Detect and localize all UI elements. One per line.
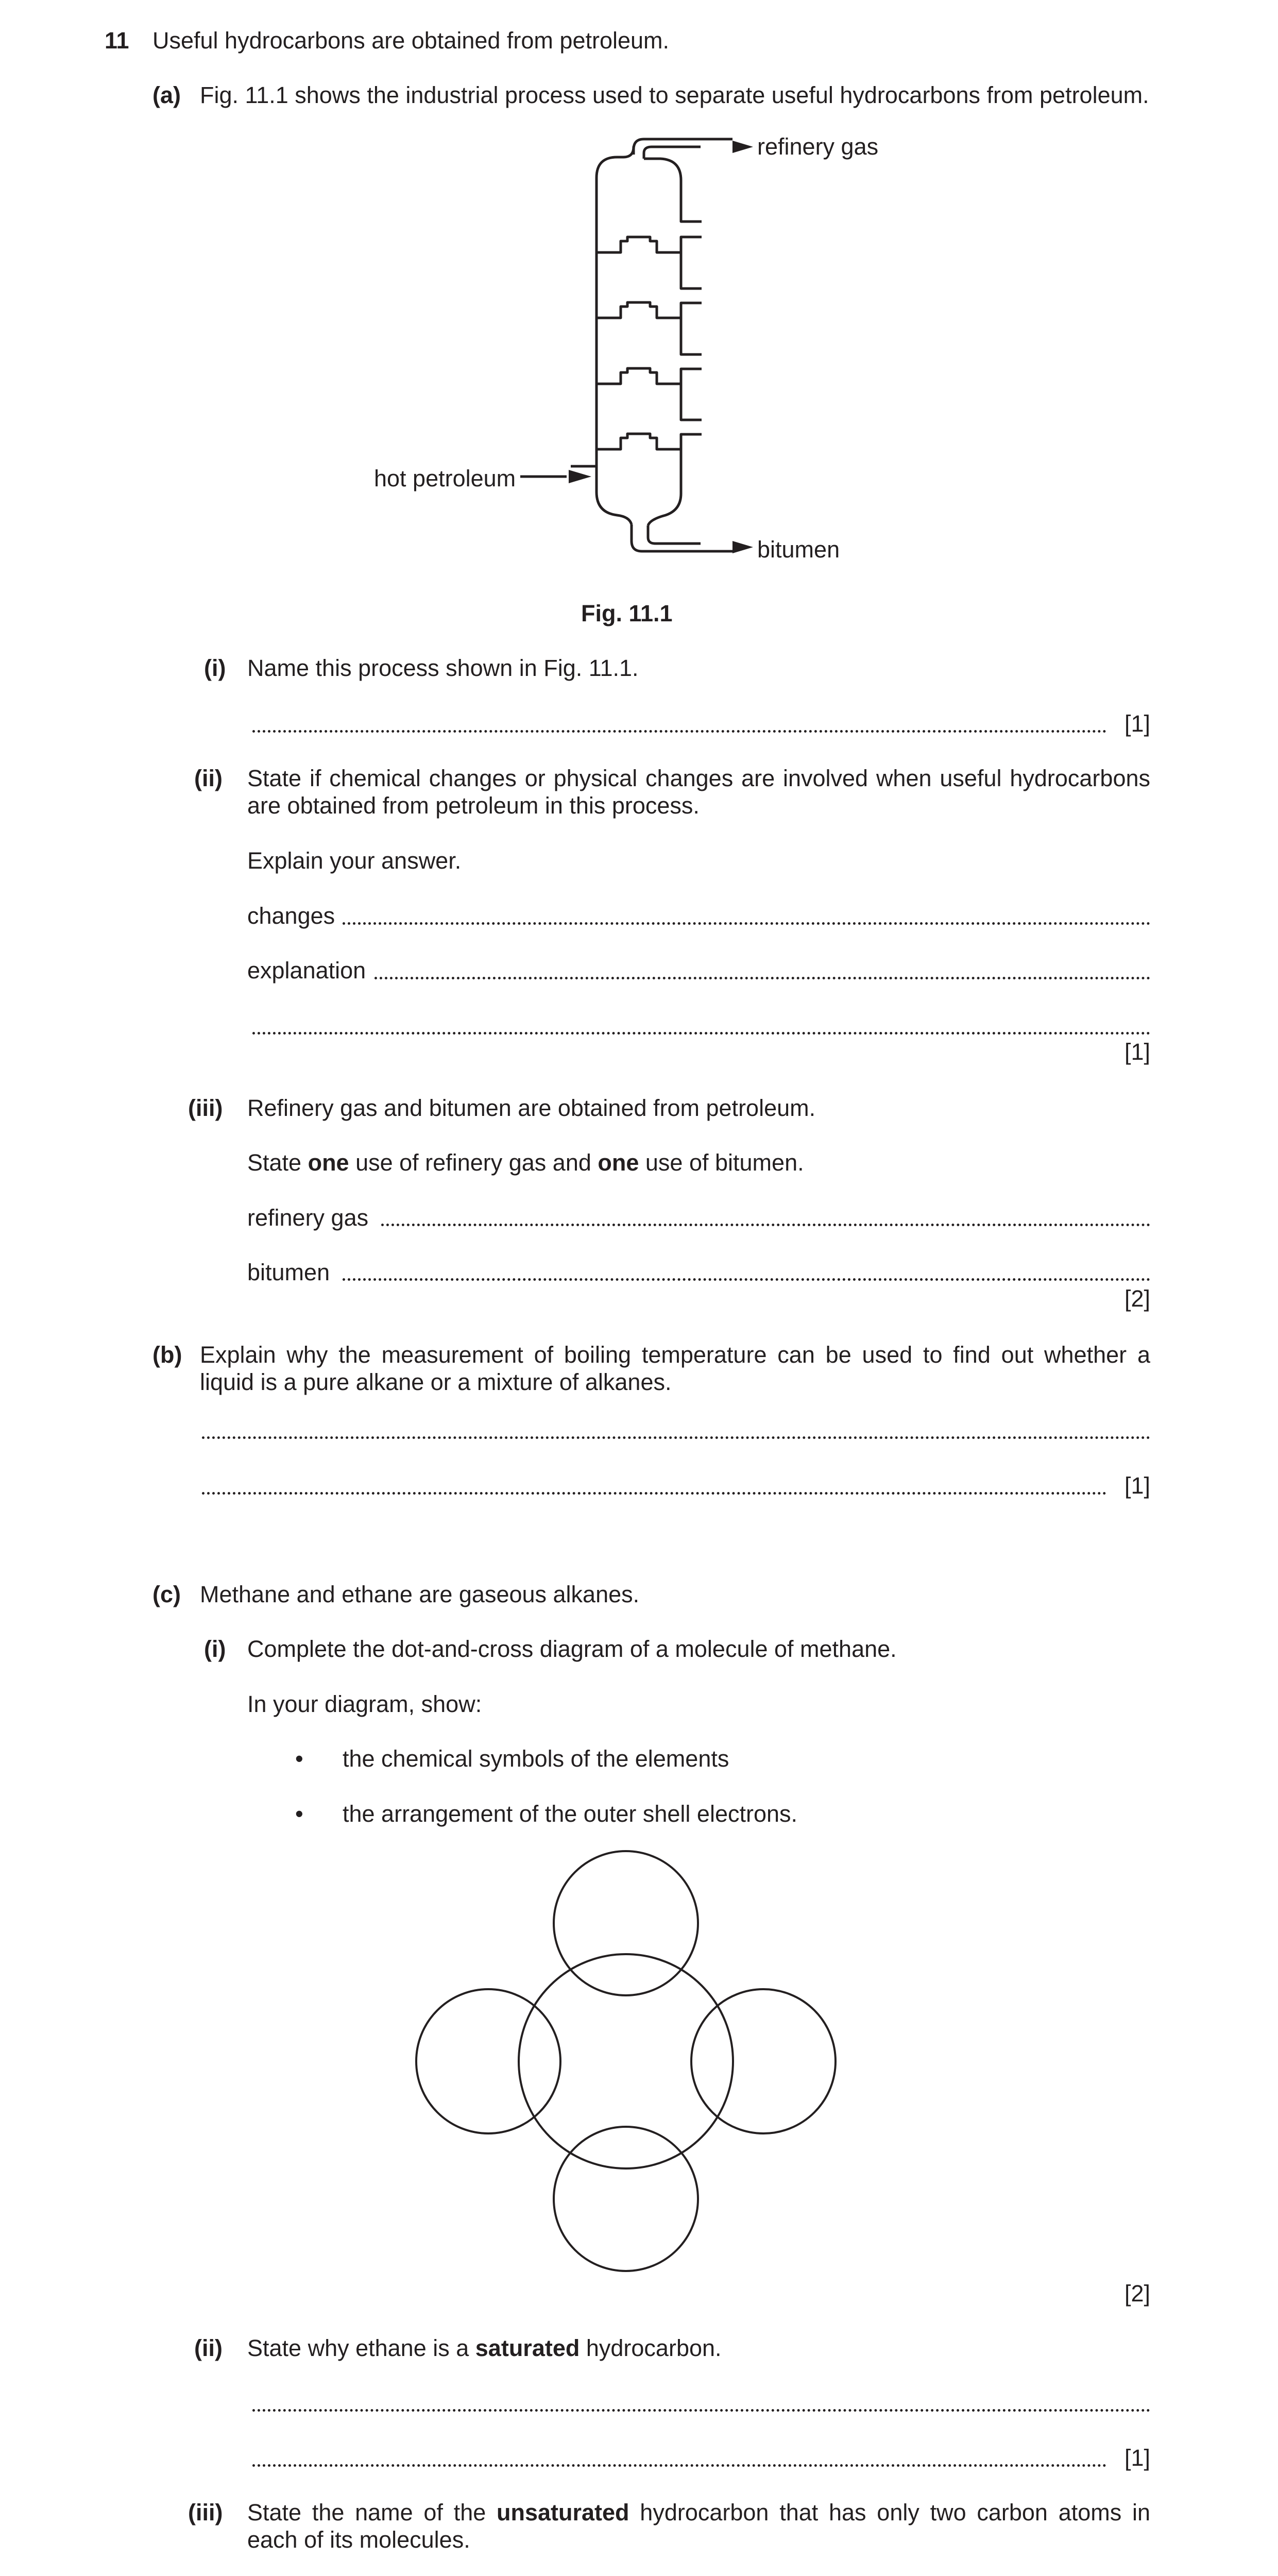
bullet-1-text: the chemical symbols of the elements — [343, 1745, 729, 1772]
label-bitumen: bitumen — [757, 536, 840, 563]
changes-label: changes — [247, 903, 335, 929]
answer-line-c-ii-1[interactable] — [252, 2409, 1150, 2412]
part-a-iii-instruction: State one use of refinery gas and one use of bitumen. — [247, 1149, 804, 1176]
answer-line-c-ii-2[interactable] — [252, 2464, 1106, 2467]
carbon-outer-shell — [519, 1954, 733, 2168]
label-hot-petroleum: hot petroleum — [374, 465, 516, 492]
part-c-label: (c) — [152, 1581, 181, 1607]
hydrogen-shell-top — [554, 1851, 698, 1995]
hydrogen-shell-bottom — [554, 2127, 698, 2271]
explanation-label: explanation — [247, 957, 366, 984]
bullet-1: • — [295, 1745, 303, 1772]
marks-c-i: [2] — [1124, 2280, 1150, 2307]
part-a-i-text: Name this process shown in Fig. 11.1. — [247, 655, 639, 681]
marks-a-ii: [1] — [1124, 1039, 1150, 1065]
part-c-text: Methane and ethane are gaseous alkanes. — [200, 1581, 640, 1607]
label-refinery-gas: refinery gas — [757, 133, 879, 160]
question-intro: Useful hydrocarbons are obtained from petroleum. — [152, 27, 670, 54]
part-c-i-show: In your diagram, show: — [247, 1691, 482, 1717]
hydrogen-shell-right — [691, 1989, 836, 2133]
marks-c-ii: [1] — [1124, 2445, 1150, 2471]
marks-a-iii: [2] — [1124, 1285, 1150, 1312]
part-c-iii-text: State the name of the unsaturated hydrocarbon that has only two carbon atoms in each of its molecules. — [247, 2499, 1150, 2553]
part-a-iii-text: Refinery gas and bitumen are obtained from petroleum. — [247, 1095, 816, 1121]
part-c-iii-label: (iii) — [188, 2499, 223, 2526]
bullet-2-text: the arrangement of the outer shell electrons. — [343, 1801, 798, 1827]
part-a-ii-explain: Explain your answer. — [247, 848, 462, 874]
part-c-i-label: (i) — [204, 1636, 226, 1662]
part-a-label: (a) — [152, 82, 181, 108]
hydrogen-shell-left — [416, 1989, 560, 2133]
part-c-i-text: Complete the dot-and-cross diagram of a molecule of methane. — [247, 1636, 897, 1662]
question-number: 11 — [105, 27, 129, 54]
figure-caption: Fig. 11.1 — [581, 600, 673, 626]
marks-a-i: [1] — [1124, 710, 1150, 737]
part-c-ii-label: (ii) — [194, 2335, 223, 2361]
marks-b: [1] — [1124, 1472, 1150, 1499]
part-a-iii-label: (iii) — [188, 1095, 223, 1121]
bullet-2: • — [295, 1801, 303, 1827]
part-a-i-label: (i) — [204, 655, 226, 681]
part-b-label: (b) — [152, 1342, 182, 1368]
part-b-text: Explain why the measurement of boiling temperature can be used to find out whether a liquid is a pure alkane or a mixture of alkanes. — [200, 1342, 1150, 1396]
part-a-ii-text: State if chemical changes or physical changes are involved when useful hydrocarbons are obtained from petroleum in this process. — [247, 765, 1150, 819]
refinery-gas-use-label: refinery gas — [247, 1205, 369, 1231]
part-a-text: Fig. 11.1 shows the industrial process used to separate useful hydrocarbons from petroleum. — [200, 82, 1149, 108]
part-c-ii-text: State why ethane is a saturated hydrocarbon. — [247, 2335, 722, 2361]
bitumen-use-label: bitumen — [247, 1259, 330, 1285]
part-a-ii-label: (ii) — [194, 765, 223, 791]
